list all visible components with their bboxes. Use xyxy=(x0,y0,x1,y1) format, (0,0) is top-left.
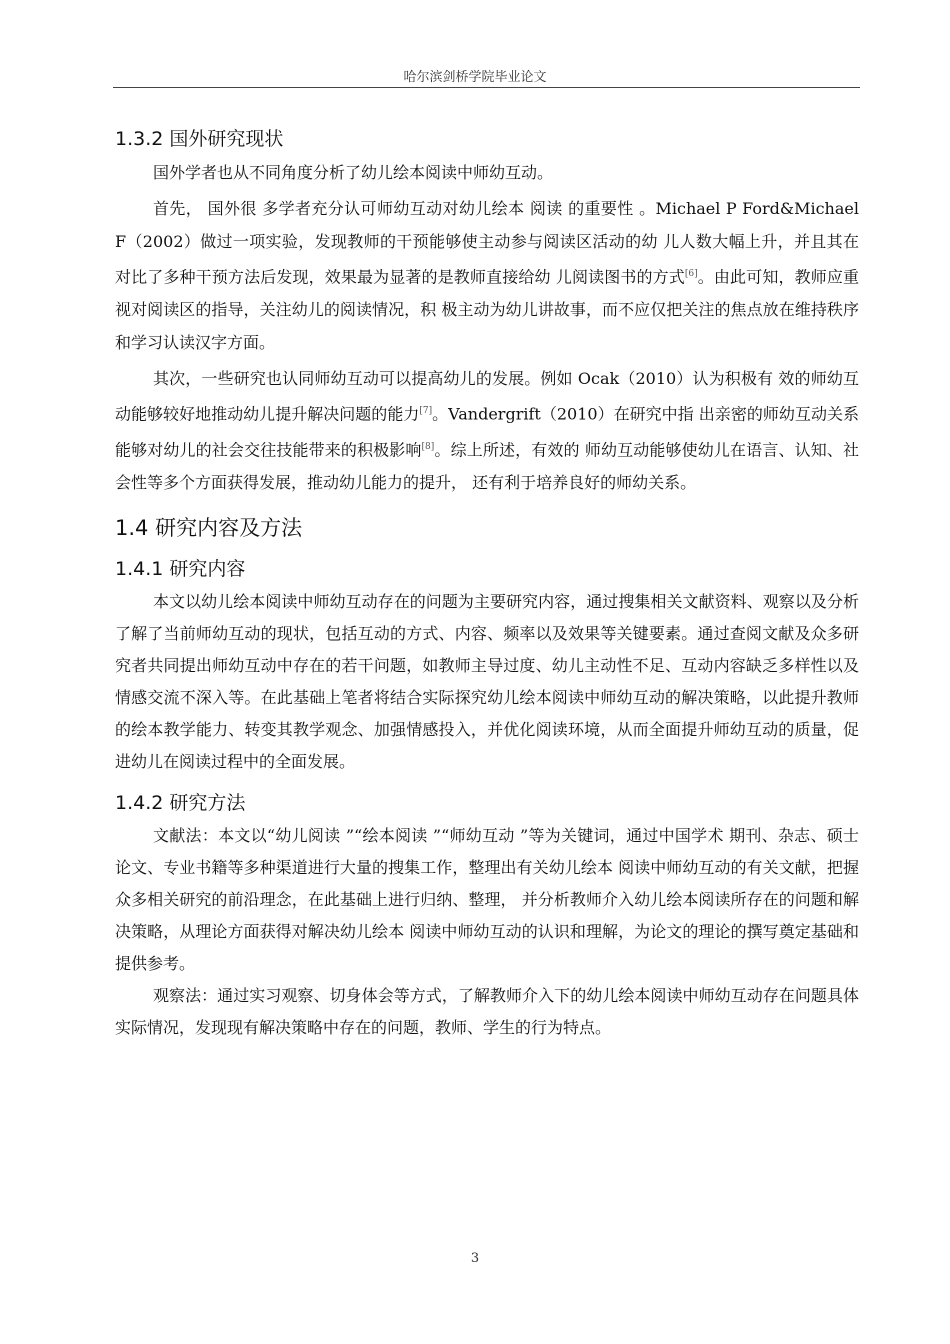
heading-1-3-2: 1.3.2 国外研究现状 xyxy=(115,128,284,150)
paragraph-text: 首先， 国外很 多学者充分认可师幼互动对幼儿绘本 阅读 的重要性 。Michael P Ford&Michael F（2002）做过一项实验，发现教师的干预能够使主动参与阅读区活动的幼 儿人数大幅上升，并且其在对比了多种干预方法后发现，效果最为显著的是教师直接给幼 儿阅读图书的方式 xyxy=(115,199,859,287)
header-divider xyxy=(113,87,860,88)
heading-1-4: 1.4 研究内容及方法 xyxy=(115,515,303,540)
running-header: 哈尔滨剑桥学院毕业论文 xyxy=(403,70,547,85)
paragraph-text: 。Vandergrift（2010）在研究中指 出亲密的师幼互动关系能够对幼儿的社会交往技能带来的积极影响 xyxy=(115,404,859,459)
page-number: 3 xyxy=(470,1251,480,1266)
heading-1-4-2: 1.4.2 研究方法 xyxy=(115,791,246,814)
paragraph-literature-method: 文献法：本文以“幼儿阅读 ”“绘本阅读 ”“师幼互动 ”等为关键词，通过中国学术 期刊、杂志、硕士论文、专业书籍等多种渠道进行大量的搜集工作，整理出有关幼儿绘本 阅读中师幼互动的有关文献，把握众多相关研究的前沿理念，在此基础上进行归纳、整理， 并分析教师介入幼儿绘本阅读所存在的问题和解决策略，从理论方面获得对解决幼儿绘本 阅读中师幼互动的认识和理解，为论文的理论的撰写奠定基础和提供参考。 xyxy=(115,825,859,973)
paragraph-firstly xyxy=(115,192,859,359)
paragraph-text: 。由此可知，教师应重视对阅读区的指导，关注幼儿的阅读情况，积 极主动为幼儿讲故事，而不应仅把关注的焦点放在维持秩序和学习认读汉字方面。 xyxy=(115,267,859,353)
heading-1-4-1: 1.4.1 研究内容 xyxy=(115,557,246,580)
citation-ref-8: [8] xyxy=(421,441,435,452)
paragraph-intro: 国外学者也从不同角度分析了幼儿绘本阅读中师幼互动。 xyxy=(153,163,554,182)
paragraph-observation-method: 观察法：通过实习观察、切身体会等方式，了解教师介入下的幼儿绘本阅读中师幼互动存在问题具体实际情况，发现现有解决策略中存在的问题，教师、学生的行为特点。 xyxy=(115,985,859,1037)
paragraph-text: 。综上所述，有效的 师幼互动能够使幼儿在语言、认知、社会性等多个方面获得发展，推动幼儿能力的提升， 还有利于培养良好的师幼关系。 xyxy=(115,439,859,492)
paragraph-research-content: 本文以幼儿绘本阅读中师幼互动存在的问题为主要研究内容，通过搜集相关文献资料、观察以及分析了解了当前师幼互动的现状，包括互动的方式、内容、频率以及效果等关键要素。通过查阅文献及众多研究者共同提出师幼互动中存在的若干问题，如教师主导过度、幼儿主动性不足、互动内容缺乏多样性以及情感交流不深入等。在此基础上笔者将结合实际探究幼儿绘本阅读中师幼互动的解决策略，以此提升教师的绘本教学能力、转变其教学观念、加强情感投入，并优化阅读环境，从而全面提升师幼互动的质量，促进幼儿在阅读过程中的全面发展。 xyxy=(115,591,859,771)
citation-ref-7: [7] xyxy=(419,406,433,417)
citation-ref-6: [6] xyxy=(684,269,698,279)
paragraph-secondly xyxy=(115,362,859,499)
paragraph-text: 其次，一些研究也认同师幼互动可以提高幼儿的发展。例如 Ocak（2010）认为积极有 效的师幼互动能够较好地推动幼儿提升解决问题的能力 xyxy=(115,369,859,424)
page-body xyxy=(115,122,859,1044)
